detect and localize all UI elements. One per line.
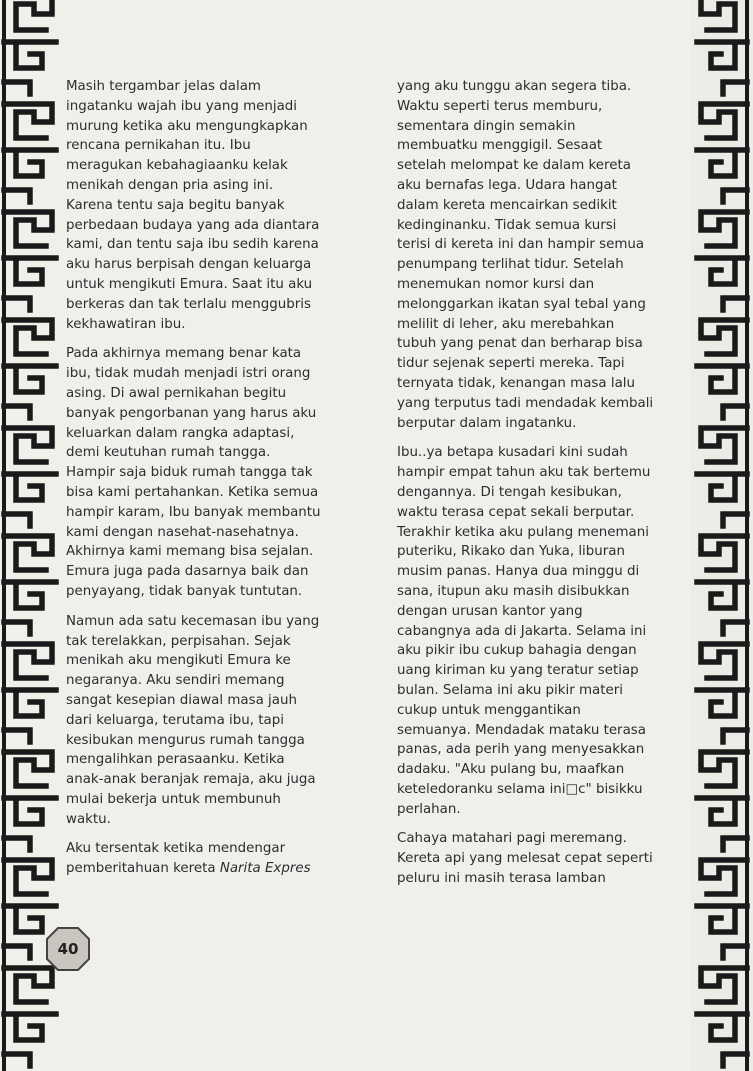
text-line: Kereta api yang melesat cepat seperti	[397, 851, 653, 867]
text-line: aku bernafas lega. Udara hangat	[397, 177, 617, 193]
text-line: untuk mengikuti Emura. Saat itu aku	[66, 276, 313, 292]
text-line: Karena tentu saja begitu banyak	[66, 197, 285, 213]
text-line: Namun ada satu kecemasan ibu yang	[66, 613, 320, 629]
text-line: sana, itupun aku masih disibukkan	[397, 583, 630, 599]
text-line: berputar dalam ingatanku.	[397, 415, 577, 431]
text-line: Pada akhirnya memang benar kata	[66, 346, 302, 362]
text-line: yang aku tunggu akan segera tiba.	[397, 79, 632, 94]
text-fragment: pemberitahuan kereta	[66, 861, 220, 877]
text-line: Aku tersentak ketika mendengar	[66, 841, 286, 857]
text-line: kekhawatiran ibu.	[66, 316, 186, 332]
paragraph	[397, 77, 697, 433]
text-line: membuatku menggigil. Sesaat	[397, 138, 603, 154]
text-line: aku pikir ibu cukup bahagia dengan	[397, 643, 637, 659]
text-line: bisa kami pertahankan. Ketika semua	[66, 484, 319, 500]
text-line: melonggarkan ikatan syal tebal yang	[397, 296, 646, 312]
right-decorative-border	[691, 0, 753, 1071]
text-line: waktu terasa cepat sekali berputar.	[397, 504, 635, 520]
text-line: hampir empat tahun aku tak bertemu	[397, 465, 651, 481]
text-line: kami, dan tentu saja ibu sedih karena	[66, 237, 319, 253]
text-line: anak-anak beranjak remaja, aku juga	[66, 772, 316, 788]
text-line: bulan. Selama ini aku pikir materi	[397, 682, 623, 698]
paragraph	[397, 829, 697, 888]
text-line: menikah dengan pria asing ini.	[66, 177, 274, 193]
text-line: Ibu..ya betapa kusadari kini sudah	[397, 445, 628, 461]
text-line: hampir karam, Ibu banyak membantu	[66, 504, 321, 520]
paragraph	[66, 344, 372, 463]
left-decorative-border	[0, 0, 66, 1071]
text-line: penyayang, tidak banyak tuntutan.	[66, 583, 303, 599]
text-line: dadaku. "Aku pulang bu, maafkan	[397, 762, 625, 778]
text-line: puteriku, Rikako dan Yuka, liburan	[397, 544, 625, 560]
text-line: mulai bekerja untuk membunuh	[66, 791, 281, 807]
text-line: mengalihkan perasaanku. Ketika	[66, 752, 285, 768]
text-line: yang terputus tadi mendadak kembali	[397, 395, 654, 411]
text-line: dengan urusan kantor yang	[397, 603, 583, 619]
text-line: dalam kereta mencairkan sedikit	[397, 197, 617, 213]
text-line: cabangnya ada di Jakarta. Selama ini	[397, 623, 647, 639]
text-line: semuanya. Mendadak mataku terasa	[397, 722, 646, 738]
text-line: murung ketika aku mengungkapkan	[66, 118, 308, 134]
text-line: uang kiriman ku yang teratur setiap	[397, 663, 639, 679]
text-line: Terakhir ketika aku pulang menemani	[397, 524, 649, 540]
text-line: keluarkan dalam rangka adaptasi,	[66, 425, 295, 441]
paragraph	[397, 443, 697, 819]
text-line: aku harus berpisah dengan keluarga	[66, 257, 312, 273]
text-line: asing. Di awal pernikahan begitu	[66, 385, 287, 401]
text-line: terisi di kereta ini dan hampir semua	[397, 237, 645, 253]
text-line: ingatanku wajah ibu yang menjadi	[66, 98, 298, 114]
text-line: Emura juga pada dasarnya baik dan	[66, 564, 309, 580]
text-line: rencana pernikahan itu. Ibu	[66, 138, 251, 154]
text-line: banyak pengorbanan yang harus aku	[66, 405, 317, 421]
text-line: penumpang terlihat tidur. Setelah	[397, 257, 624, 273]
text-line: Masih tergambar jelas dalam	[66, 79, 261, 94]
text-line: setelah melompat ke dalam kereta	[397, 158, 631, 174]
right-text-column	[397, 77, 697, 899]
train-name-italic: Narita Expres	[219, 861, 311, 877]
text-line: sementara dingin semakin	[397, 118, 576, 134]
text-line: berkeras dan tak terlalu menggubris	[66, 296, 311, 312]
text-line: dengannya. Di tengah kesibukan,	[397, 484, 622, 500]
text-line: menikah aku mengikuti Emura ke	[66, 653, 291, 669]
text-line: musim panas. Hanya dua minggu di	[397, 564, 640, 580]
text-line: tak terelakkan, perpisahan. Sejak	[66, 633, 291, 649]
text-line: cukup untuk menggantikan	[397, 702, 581, 718]
text-line: Akhirnya kami memang bisa sejalan.	[66, 544, 314, 560]
text-line: dari keluarga, terutama ibu, tapi	[66, 712, 284, 728]
text-line: kami dengan nasehat-nasehatnya.	[66, 524, 299, 540]
text-line: tubuh yang penat dan berharap bisa	[397, 336, 643, 352]
text-line: negaranya. Aku sendiri memang	[66, 673, 285, 689]
paragraph	[66, 612, 372, 830]
text-line: keteledoranku selama ini□c" bisikku	[397, 781, 643, 797]
text-line: panas, ada perih yang menyesakkan	[397, 742, 645, 758]
page-number: 40	[57, 940, 79, 958]
text-line: sangat kesepian diawal masa jauh	[66, 692, 297, 708]
text-line: tidur sejenak seperti mereka. Tapi	[397, 356, 625, 372]
text-line: kesibukan mengurus rumah tangga	[66, 732, 305, 748]
text-line: perlahan.	[397, 801, 461, 817]
text-line: perbedaan budaya yang ada diantara	[66, 217, 320, 233]
paragraph	[66, 463, 372, 602]
text-line: meragukan kebahagiaanku kelak	[66, 158, 288, 174]
text-line: melilit di leher, aku merebahkan	[397, 316, 615, 332]
text-line	[66, 859, 372, 879]
text-line: demi keutuhan rumah tangga.	[66, 445, 271, 461]
paragraph	[66, 77, 372, 334]
text-line: Cahaya matahari pagi meremang.	[397, 831, 627, 847]
text-line: Hampir saja biduk rumah tangga tak	[66, 465, 313, 481]
text-line: peluru ini masih terasa lamban	[397, 871, 606, 887]
paragraph	[66, 839, 372, 879]
left-text-column	[66, 77, 372, 889]
text-line: ibu, tidak mudah menjadi istri orang	[66, 366, 311, 382]
text-line: Waktu seperti terus memburu,	[397, 98, 603, 114]
text-line: menemukan nomor kursi dan	[397, 276, 595, 292]
text-line: kedinginanku. Tidak semua kursi	[397, 217, 617, 233]
text-line: ternyata tidak, kenangan masa lalu	[397, 375, 635, 391]
text-line: waktu.	[66, 811, 111, 827]
